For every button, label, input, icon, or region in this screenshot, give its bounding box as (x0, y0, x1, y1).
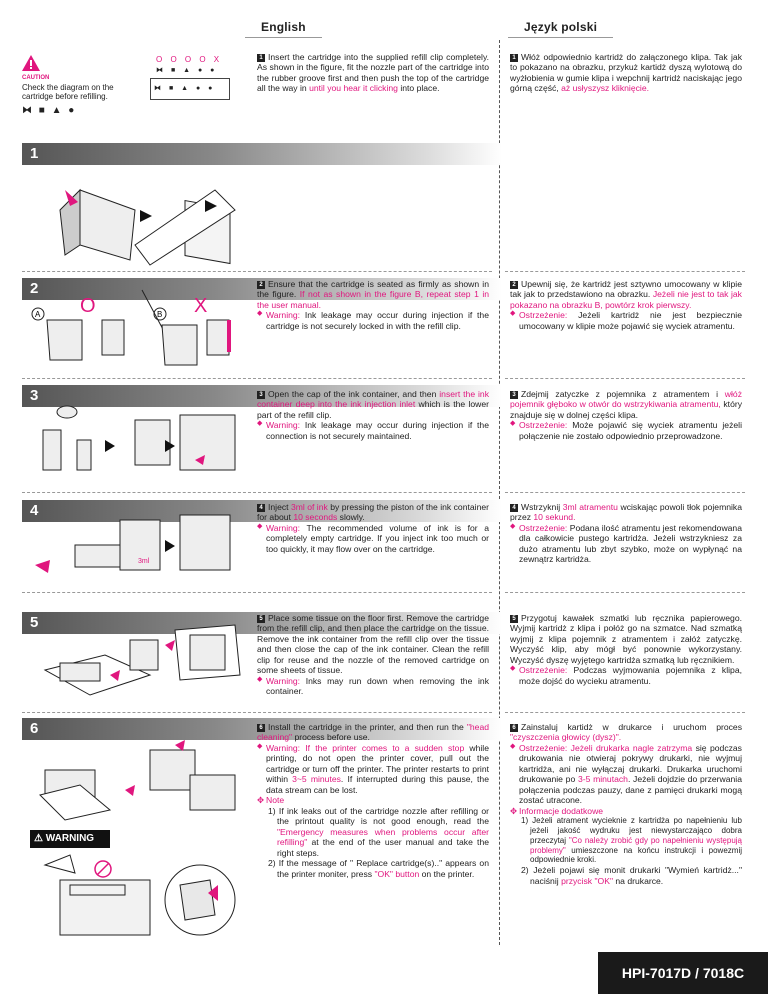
caution-icon (22, 55, 40, 71)
highlight-text: "head cleaning" (257, 722, 489, 743)
step-bar-4: 4 (22, 500, 502, 522)
body-text: 2) If the message of " Replace cartridge(s).." appears on the printer moniter, press (268, 858, 489, 879)
fig-a-label: A (35, 310, 41, 319)
diagram-row-2: ⧓ ■ ▲ ● ● (150, 78, 230, 100)
highlight-text: If not as shown in the figure B, repeat step 1 in the user manual. (257, 289, 490, 310)
body-text: Przygotuj kawałek szmatki lub ręcznika papierowego. Wyjmij kartridż z klipa i połóż go na szmatce. Nad szmatką wyjmij z klipa pojemnik z atramentem i załóż zatyczkę. Wyczyść klip, aby mógł być ponownie wykorzystany. Wyczyść dyszę wyjętego kartridża szmatką lub ręcznikiem. (510, 613, 742, 665)
note-icon: ✥ (510, 805, 518, 816)
highlight-text: przycisk "OK" (561, 875, 614, 886)
step-bar-6: 6 (22, 718, 502, 740)
caution-glyphs: ⧓ ■ ▲ ● (22, 104, 77, 116)
body-text: Ensure that the cartridge is seated as firmly as shown in the figure. (257, 279, 489, 300)
step-3-illustration (35, 400, 245, 485)
body-text: Zainstaluj kartidż w drukarce i uruchom proces (521, 722, 742, 732)
highlight-text: "OK" button (374, 868, 420, 879)
highlight-text: 10 sekund. (533, 512, 576, 523)
step-2-pl: 2 Upewnij się, że kartridż jest sztywno umocowany w klipie tak jak to przedstawiono na obrazku. Jeżeli nie jest to tak jak pokazano na obrazku B, powtórz krok pierwszy. ◆ Ostrzeżenie: Jeżeli kartridż nie jest bezpiecznie umocowany w klipie może pojawić się wyciek atramentu. (510, 279, 742, 331)
caution-label: CAUTION (22, 75, 50, 82)
body-text: Włóż odpowiednio kartridż do załączonego klipa. Tak jak to pokazano na obrazku, przykuż kartidż dyszą wylotową do wyżłobienia w gumie klipa i wepchnij kartridż naciskając jego górną część, (510, 52, 742, 94)
body-text: Place some tissue on the floor first. Remove the cartridge from the refill clip, and then place the cartridge on the tissue. Remove the ink container from the refill clip over the tissue and then close the cap of the ink container. Clean the refill clip for reuse and the nozzle of the removed cartridge on some sheets of tissue. (257, 613, 489, 676)
step-5-en: 5 Place some tissue on the floor first. Remove the cartridge from the refill clip, and then place the cartridge on the tissue. Remove the ink container from the refill clip over the tissue and then close the cap of the ink container. Clean the refill clip for reuse and the nozzle of the removed cartridge on some sheets of tissue. ◆ Warning: Inks may run down when removing the ink container. (257, 613, 489, 697)
body-text: slowly. (337, 512, 365, 523)
highlight-text: 3ml atramentu (562, 502, 618, 512)
body-text: który znajduje się w dolnej części klipa. (510, 399, 743, 420)
column-divider (499, 40, 500, 945)
body-text: Zdejmij zatyczke z pojemnika z atramentem i (521, 389, 725, 399)
warning-badge: ⚠ WARNING (30, 830, 110, 848)
body-text: wciskając powoli tłok pojemnika przez (510, 502, 742, 523)
step-bar-5: 5 (22, 612, 502, 634)
ok-mark: O (80, 295, 96, 317)
body-text: which is the lower part of the refill clip. (257, 399, 489, 420)
step-6-pl: 6 Zainstaluj kartidż w drukarce i uruchom proces "czyszczenia głowicy (dysz)". ◆ Ostrzeżenie: Jeżeli drukarka nagle zatrzyma się podczas drukowania nie otwieraj pokrywy drukarki, nie wyjmuj kartridża, ani nie wyłączaj drukarki. Drukarka uruchomi drukowanie po 3-5 minutach. Jeżeli dojdzie do przerwania połączenia podczas pauzy, dane z pamięci drukarki mogą zostać utracone. ✥ Informacje dodatkowe 1) Jeżeli atrament wycieknie z kartridża po napełnieniu lub jeżeli jakość wydruku jest niewystarczająco dobra przeczytaj "Co należy zrobić gdy po napełnieniu występują problemy" umieszczone na końcu instrukcji i powezmij odpowiednie kroki. 2) Jeżeli pojawi się monit drukarki "Wymień kartridż..." naciśnij przycisk "OK" na drukarce. (510, 722, 742, 886)
highlight-text: włóż pojemnik głęboko w otwór do wstrzykiwania atramentu, (510, 389, 742, 410)
body-text: 1) Jeżeli atrament wycieknie z kartridża po napełnieniu lub jeżeli jakość wydruku jest niewystarczająco dobra przeczytaj (521, 816, 742, 845)
header-polish: Język polski (518, 20, 603, 35)
cartridge-diagram (150, 55, 240, 115)
volume-label: 3ml (138, 558, 150, 565)
body-text: Upewnij się, że kartridż jest sztywno umocowany w klipie tak jak to przedstawiono na obrazku. (510, 279, 742, 300)
step-5-pl: 5 Przygotuj kawałek szmatki lub ręcznika papierowego. Wyjmij kartridż z klipa i połóż go na szmatce. Nad szmatką wyjmij z klipa pojemnik z atramentem i załóż zatyczkę. Wyczyść klip, aby mógł być ponownie wykorzystany. Wyczyść dyszę wyjętego kartridża szmatką lub ręcznikiem. ◆ Ostrzeżenie: Podczas wyjmowania pojemnika z klipa, może dojść do wycieku atramentu. (510, 613, 742, 686)
body-text: Inject (268, 502, 291, 512)
body-text: Open the cap of the ink container, and then (268, 389, 440, 399)
fig-b-label: B (157, 310, 163, 319)
caution-box (22, 55, 137, 117)
step-5-illustration (40, 615, 250, 705)
step-1-en: 1 Insert the cartridge into the supplied refill clip completely. As shown in the figure, fit the nozzle part of the cartridge into the rubber groove first and then push the top of the cartridge all the way in until you hear it clicking into place. (257, 52, 489, 94)
step-6-illustration (40, 735, 240, 825)
model-number: HPI-7017D / 7018C (598, 952, 768, 994)
highlight-text: insert the ink container deep into the ink injection inlet (257, 389, 489, 410)
step-bar-2: 2 (22, 278, 502, 300)
step-1-pl: 1 Włóż odpowiednio kartridż do załączonego klipa. Tak jak to pokazano na obrazku, przykuż kartidż dyszą wylotową do wyżłobienia w gumie klipa i wepchnij kartridż naciskając jego górną część, aż usłyszysz kliknięcie. (510, 52, 742, 94)
body-text: process before use. (292, 732, 370, 743)
step-4-pl: 4 Wstrzyknij 3ml atramentu wciskając powoli tłok pojemnika przez 10 sekund. ◆ Ostrzeżenie: Podana ilość atramentu jest rekomendowana dla całkowicie pustego kartridża. Jeżeli wstrzykniesz za dużo atramentu lub zbyt szybko, może on wypłynąć na zewnątrz kartridża. (510, 502, 742, 565)
diagram-row-1: ⧓ ■ ▲ ● ● (156, 66, 218, 74)
ng-mark: X (194, 295, 208, 317)
highlight-text: Jeżeli nie jest to tak jak pokazano na obrazku B, powtórz krok pierwszy. (510, 289, 742, 310)
body-text: at the end of the user manual and take the right steps. (277, 837, 489, 858)
body-text: Insert the cartridge into the supplied refill clip completely. As shown in the figure, fit the nozzle part of the cartridge into the rubber groove first and then push the top of the cartridge all the way in (257, 52, 489, 94)
body-text: na drukarce. (613, 875, 664, 886)
body-text: on the printer. (419, 868, 475, 879)
step-2-en: 2 Ensure that the cartridge is seated as firmly as shown in the figure. If not as shown in the figure B, repeat step 1 in the user manual. ◆ Warning: Ink leakage may occur during injection if the cartridge is not securely locked in with the refill clip. (257, 279, 489, 331)
body-text: into place. (397, 83, 440, 94)
highlight-text: until you hear it clicking (309, 83, 398, 94)
step-2-illustration (22, 290, 252, 370)
step-bar-3: 3 (22, 385, 502, 407)
diagram-ok-symbols: O O O O X (156, 55, 223, 64)
highlight-text: "Emergency measures when problems occur after refilling" (277, 826, 489, 848)
step-bar-1: 1 (22, 143, 502, 165)
step-3-pl: 3 Zdejmij zatyczke z pojemnika z atramentem i włóż pojemnik głęboko w otwór do wstrzykiwania atramentu, który znajduje się w dolnej części klipa. ◆ Ostrzeżenie: Może pojawić się wyciek atramentu jeżeli połączenie nie zostało odpowiednio przeprowadzone. (510, 389, 742, 441)
step-4-en: 4 Inject 3ml of ink by pressing the piston of the ink container for about 10 seconds slowly. ◆ Warning: The recommended volume of ink is for a completely empty cartridge. If you inject ink too much or too quickly, it may flow over on the cartridge. (257, 502, 489, 554)
step-1-illustration (40, 170, 240, 270)
step-6-en: 6 Install the cartridge in the printer, and then run the "head cleaning" process before use. ◆ Warning: If the printer comes to a sudden stop while printing, do not open the printer cover, pull out the cartridge or turn off the printer. The printer restarts to print within 3~5 minutes. If interrupted during this pause, the data stream can be lost. ✥ Note 1) If ink leaks out of the cartridge nozzle after refilling or the printout quality is not good enough, read the "Emergency measures when problems occur after refilling" at the end of the user manual and take the right steps. 2) If the message of " Replace cartridge(s).." appears on the printer moniter, press "OK" button on the printer. (257, 722, 489, 879)
body-text: Install the cartridge in the printer, and then run the (268, 722, 467, 732)
highlight-text: aż usłyszysz kliknięcie. (561, 83, 649, 94)
highlight-text: "czyszczenia głowicy (dysz)". (510, 732, 622, 743)
body-text: Wstrzyknij (521, 502, 563, 512)
body-text: by pressing the piston of the ink container for about (257, 502, 489, 523)
highlight-text: 3ml of ink (290, 502, 328, 512)
caution-text: Check the diagram on the cartridge before refilling. (22, 82, 114, 102)
step-4-illustration (30, 505, 245, 585)
header-english: English (255, 20, 312, 35)
body-text: 1) If ink leaks out of the cartridge nozzle after refilling or the printout quality is not good enough, read the (268, 805, 489, 827)
step-3-en: 3 Open the cap of the ink container, and then insert the ink container deep into the ink injection inlet which is the lower part of the refill clip. ◆ Warning: Ink leakage may occur during injection if the connection is not securely maintained. (257, 389, 489, 441)
note-icon: ✥ (257, 795, 265, 806)
body-text: umieszczone na końcu instrukcji i powezmij odpowiednie kroki. (530, 845, 742, 865)
highlight-text: 10 seconds (293, 512, 338, 523)
body-text: 2) Jeżeli pojawi się monit drukarki "Wymień kartridż..." naciśnij (521, 865, 742, 886)
printer-illustration (40, 855, 240, 945)
highlight-text: "Co należy zrobić gdy po napełnieniu występują problemy" (530, 835, 742, 855)
